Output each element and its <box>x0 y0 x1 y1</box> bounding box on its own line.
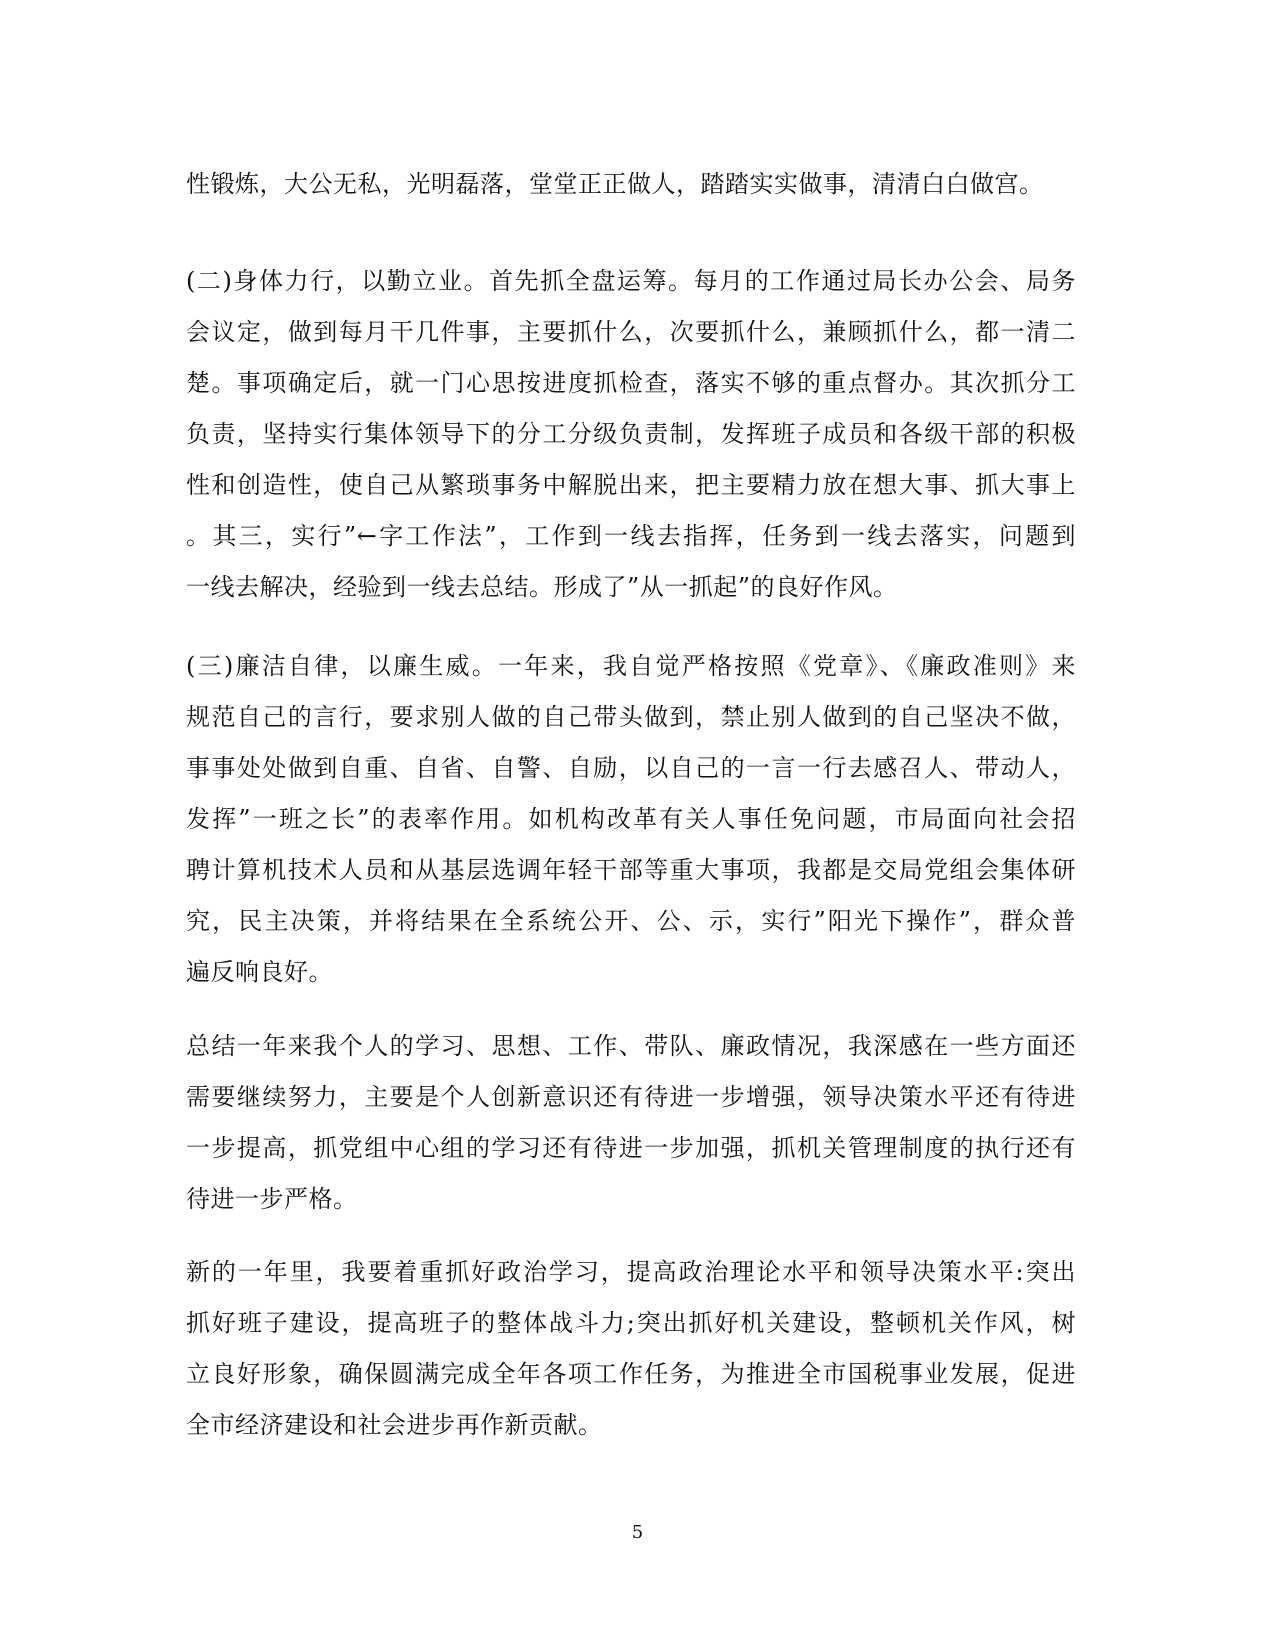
paragraph-line: 规范自己的言行，要求别人做的自己带头做到，禁止别人做到的自己坚决不做， <box>186 703 1076 731</box>
paragraph-line: (二)身体力行，以勤立业。首先抓全盘运筹。每月的工作通过局长办公会、局务 <box>186 267 1076 295</box>
paragraph-line: 负责，坚持实行集体领导下的分工分级负责制，发挥班子成员和各级干部的积极 <box>186 420 1076 448</box>
paragraph-line: 会议定，做到每月干几件事，主要抓什么，次要抓什么，兼顾抓什么，都一清二 <box>186 318 1076 346</box>
paragraph-line: 性锻炼，大公无私，光明磊落，堂堂正正做人，踏踏实实做事，清清白白做宫。 <box>186 170 1044 198</box>
paragraph-line: 究，民主决策，并将结果在全系统公开、公、示，实行”阳光下操作”，群众普 <box>186 907 1076 935</box>
paragraph-line: 事事处处做到自重、自省、自警、自励，以自己的一言一行去感召人、带动人， <box>186 754 1076 782</box>
paragraph-line: 一线去解决，经验到一线去总结。形成了”从一抓起”的良好作风。 <box>186 573 898 601</box>
paragraph-line: 需要继续努力，主要是个人创新意识还有待进一步增强，领导决策水平还有待进 <box>186 1083 1076 1111</box>
paragraph-line: (三)廉洁自律，以廉生威。一年来，我自觉严格按照《党章》、《廉政准则》来 <box>186 652 1076 680</box>
paragraph-line: 待进一步严格。 <box>186 1185 358 1213</box>
paragraph-line: 发挥”一班之长”的表率作用。如机构改革有关人事任免问题，市局面向社会招 <box>186 805 1076 833</box>
paragraph-line: 性和创造性，使自己从繁琐事务中解脱出来，把主要精力放在想大事、抓大事上 <box>186 471 1076 499</box>
paragraph-line: 一步提高，抓党组中心组的学习还有待进一步加强，抓机关管理制度的执行还有 <box>186 1134 1076 1162</box>
paragraph-integrity-conclusion <box>186 159 1076 210</box>
paragraph-line: 楚。事项确定后，就一门心思按进度抓检查，落实不够的重点督办。其次抓分工 <box>186 369 1076 397</box>
paragraph-line: 抓好班子建设，提高班子的整体战斗力;突出抓好机关建设，整顿机关作风，树 <box>186 1309 1076 1337</box>
paragraph-diligence <box>186 256 1076 613</box>
paragraph-line: 遍反响良好。 <box>186 958 333 986</box>
paragraph-line: 总结一年来我个人的学习、思想、工作、带队、廉政情况，我深感在一些方面还 <box>186 1032 1076 1060</box>
paragraph-line: 聘计算机技术人员和从基层选调年轻干部等重大事项，我都是交局党组会集体研 <box>186 856 1076 884</box>
paragraph-new-year-plan <box>186 1247 1076 1451</box>
page-number: 5 <box>631 1522 644 1543</box>
paragraph-line: 新的一年里，我要着重抓好政治学习，提高政治理论水平和领导决策水平:突出 <box>186 1258 1076 1286</box>
paragraph-summary <box>186 1021 1076 1225</box>
paragraph-line: 全市经济建设和社会进步再作新贡献。 <box>186 1411 603 1439</box>
paragraph-line: 立良好形象，确保圆满完成全年各项工作任务，为推进全市国税事业发展，促进 <box>186 1360 1076 1388</box>
paragraph-line: 。其三，实行”←字工作法”，工作到一线去指挥，任务到一线去落实，问题到 <box>186 522 1076 550</box>
paragraph-self-discipline <box>186 641 1076 998</box>
